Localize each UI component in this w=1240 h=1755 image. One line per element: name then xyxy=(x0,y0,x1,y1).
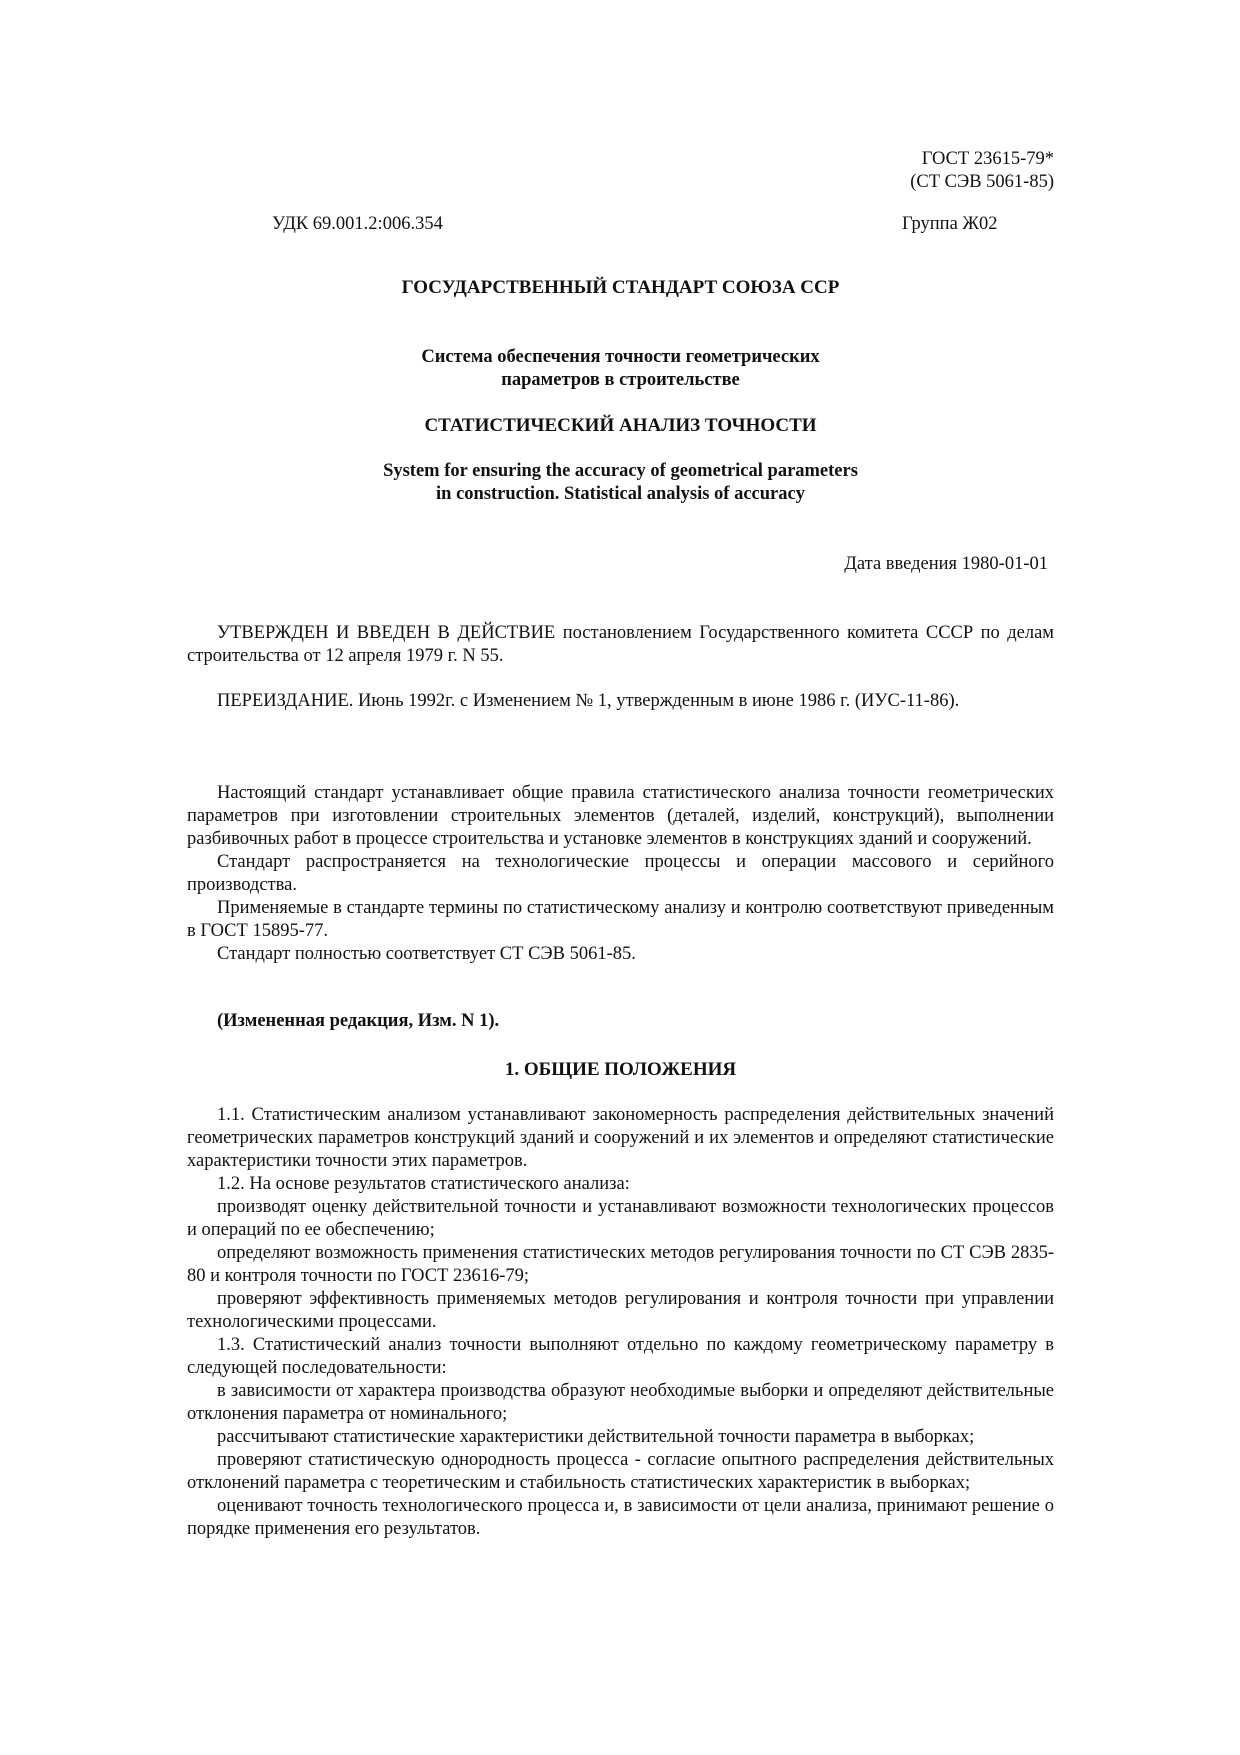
english-title-line2: in construction. Statistical analysis of accuracy xyxy=(436,484,805,504)
standard-title: ГОСУДАРСТВЕННЫЙ СТАНДАРТ СОЮЗА ССР xyxy=(401,277,840,298)
section-paragraph: производят оценку действительной точности и устанавливают возможности технологических процессов и операций по ее обеспечению; xyxy=(187,1197,1054,1240)
system-title-line1: Система обеспечения точности геометрических xyxy=(421,347,820,367)
approval-note xyxy=(187,622,1054,668)
section-paragraph: проверяют эффективность применяемых методов регулирования и контроля точности при управлении технологическими процессами. xyxy=(187,1289,1054,1332)
section-paragraph: 1.3. Статистический анализ точности выполняют отдельно по каждому геометрическому параметру в следующей последовательности: xyxy=(187,1335,1054,1378)
introduction-date: Дата введения 1980-01-01 xyxy=(844,554,1048,574)
gost-number: ГОСТ 23615-79* xyxy=(921,149,1054,169)
preamble-paragraph: Стандарт полностью соответствует СТ СЭВ 5061-85. xyxy=(217,944,636,964)
amended-text: (Измененная редакция, Изм. N 1). xyxy=(217,1011,500,1031)
section-1-body xyxy=(187,1104,1054,1541)
section-paragraph: определяют возможность применения статистических методов регулирования точности по СТ СЭВ 2835-80 и контроля точности по ГОСТ 23616-79; xyxy=(187,1243,1054,1286)
system-title-line2: параметров в строительстве xyxy=(501,370,740,390)
section-paragraph: оценивают точность технологического процесса и, в зависимости от цели анализа, принимают решение о порядке применения его результатов. xyxy=(187,1496,1054,1539)
preamble-paragraph: Стандарт распространяется на технологические процессы и операции массового и серийного производства. xyxy=(187,852,1054,895)
reissue-note xyxy=(187,690,1054,713)
amended-note xyxy=(187,1010,1054,1033)
english-title xyxy=(187,460,1054,506)
english-title-line1: System for ensuring the accuracy of geometrical parameters xyxy=(383,461,858,481)
section-paragraph: 1.1. Статистическим анализом устанавливают закономерность распределения действительных значений геометрических параметров конструкций зданий и сооружений и их элементов и определяют статистические характеристики точности этих параметров. xyxy=(187,1105,1054,1171)
group-code: Группа Ж02 xyxy=(902,214,998,234)
section-1-title: 1. ОБЩИЕ ПОЛОЖЕНИЯ xyxy=(504,1059,737,1080)
analysis-title: СТАТИСТИЧЕСКИЙ АНАЛИЗ ТОЧНОСТИ xyxy=(424,415,817,436)
section-paragraph: рассчитывают статистические характеристики действительной точности параметра в выборках; xyxy=(217,1427,975,1447)
preamble-paragraph: Применяемые в стандарте термины по статистическому анализу и контролю соответствуют приведенным в ГОСТ 15895-77. xyxy=(187,898,1054,941)
section-paragraph: в зависимости от характера производства образуют необходимые выборки и определяют действительные отклонения параметра от номинального; xyxy=(187,1381,1054,1424)
approval-text: УТВЕРЖДЕН И ВВЕДЕН В ДЕЙСТВИЕ постановлением Государственного комитета СССР по делам строительства от 12 апреля 1979 г. N 55. xyxy=(187,623,1054,666)
document-designation xyxy=(910,148,1054,194)
section-paragraph: проверяют статистическую однородность процесса - согласие опытного распределения действительных отклонений параметра с теоретическим и стабильность статистических характеристик в выборках; xyxy=(187,1450,1054,1493)
system-title xyxy=(187,346,1054,392)
st-sev-number: (СТ СЭВ 5061-85) xyxy=(910,172,1054,192)
preamble xyxy=(187,782,1054,966)
preamble-paragraph: Настоящий стандарт устанавливает общие правила статистического анализа точности геометрических параметров при изготовлении строительных элементов (деталей, изделий, конструкций), выполнении разбивочных работ в процессе строительства и установке элементов в конструкциях зданий и сооружений. xyxy=(187,783,1054,849)
reissue-text: ПЕРЕИЗДАНИЕ. Июнь 1992г. с Изменением № 1, утвержденным в июне 1986 г. (ИУС-11-86). xyxy=(217,691,960,711)
udk-code: УДК 69.001.2:006.354 xyxy=(272,214,443,234)
section-paragraph: 1.2. На основе результатов статистического анализа: xyxy=(217,1174,630,1194)
